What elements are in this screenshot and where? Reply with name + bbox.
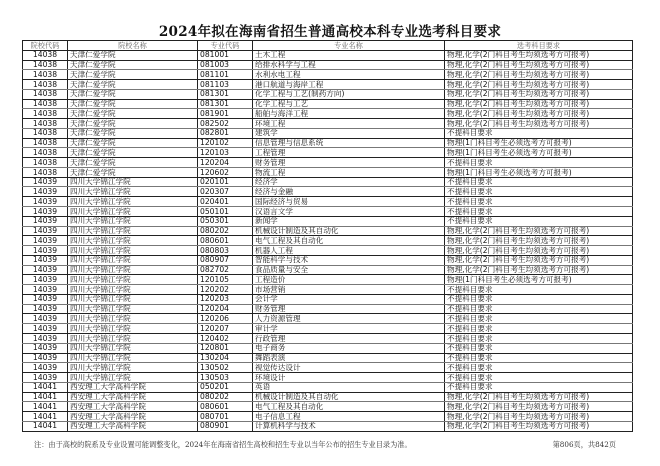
cell-school-name: 四川大学锦江学院 [68, 216, 198, 226]
table-row [23, 421, 633, 431]
cell-major-code: 120402 [198, 333, 253, 343]
cell-subject-requirement: 物理,化学(2门科目考生均须选考方可报考) [445, 402, 633, 412]
cell-subject-requirement: 物理,化学(2门科目考生均须选考方可报考) [445, 70, 633, 80]
cell-major-name: 英语 [253, 382, 445, 392]
cell-major-name: 电子信息工程 [253, 412, 445, 422]
cell-major-name: 船舶与海洋工程 [253, 109, 445, 119]
table-row [23, 148, 633, 158]
cell-subject-requirement: 不提科目要求 [445, 187, 633, 197]
cell-school-name: 天津仁爱学院 [68, 89, 198, 99]
table-row [23, 294, 633, 304]
table-row [23, 99, 633, 109]
table-row [23, 353, 633, 363]
cell-school-name: 四川大学锦江学院 [68, 353, 198, 363]
cell-major-code: 082702 [198, 265, 253, 275]
table-row [23, 382, 633, 392]
header-school-code: 院校代码 [23, 41, 68, 51]
cell-major-name: 汉语言文学 [253, 207, 445, 217]
cell-major-code: 081301 [198, 89, 253, 99]
cell-subject-requirement: 物理,化学(2门科目考生均须选考方可报考) [445, 226, 633, 236]
cell-subject-requirement: 物理,化学(2门科目考生均须选考方可报考) [445, 392, 633, 402]
cell-school-code: 14039 [23, 333, 68, 343]
table-row [23, 324, 633, 334]
cell-major-name: 水利水电工程 [253, 70, 445, 80]
cell-major-code: 080701 [198, 412, 253, 422]
cell-school-code: 14041 [23, 402, 68, 412]
cell-subject-requirement: 不提科目要求 [445, 158, 633, 168]
table-row [23, 333, 633, 343]
cell-school-name: 四川大学锦江学院 [68, 294, 198, 304]
cell-major-code: 050201 [198, 382, 253, 392]
table-row [23, 236, 633, 246]
cell-school-code: 14038 [23, 70, 68, 80]
cell-subject-requirement: 物理,化学(2门科目考生均须选考方可报考) [445, 119, 633, 129]
table-row [23, 109, 633, 119]
table-header-row [23, 41, 633, 51]
cell-major-name: 财务管理 [253, 158, 445, 168]
cell-major-name: 财务管理 [253, 304, 445, 314]
cell-major-code: 020307 [198, 187, 253, 197]
cell-major-name: 环境设计 [253, 373, 445, 383]
table-body [23, 50, 633, 431]
cell-major-name: 智能科学与技术 [253, 255, 445, 265]
cell-subject-requirement: 物理,化学(2门科目考生均须选考方可报考) [445, 421, 633, 431]
cell-major-code: 120203 [198, 294, 253, 304]
table-row [23, 207, 633, 217]
cell-major-code: 120206 [198, 314, 253, 324]
cell-major-code: 082502 [198, 119, 253, 129]
cell-subject-requirement: 不提科目要求 [445, 216, 633, 226]
cell-subject-requirement: 物理,化学(2门科目考生均须选考方可报考) [445, 50, 633, 60]
cell-school-code: 14039 [23, 373, 68, 383]
cell-subject-requirement: 物理(1门科目考生必须选考方可报考) [445, 275, 633, 285]
table-row [23, 343, 633, 353]
table-row [23, 119, 633, 129]
cell-major-code: 120202 [198, 285, 253, 295]
cell-subject-requirement: 不提科目要求 [445, 314, 633, 324]
table-row [23, 70, 633, 80]
table-row [23, 392, 633, 402]
cell-major-code: 081103 [198, 80, 253, 90]
cell-school-name: 四川大学锦江学院 [68, 304, 198, 314]
footer-note: 注：由于高校的院系及专业设置可能调整变化，2024年在海南省招生高校和招生专业以当年公布的招生专业目录为准。 [34, 440, 412, 449]
cell-major-name: 机器人工程 [253, 246, 445, 256]
cell-school-code: 14038 [23, 99, 68, 109]
header-major-code: 专业代码 [198, 41, 253, 51]
cell-school-code: 14038 [23, 138, 68, 148]
cell-school-code: 14038 [23, 109, 68, 119]
cell-major-name: 审计学 [253, 324, 445, 334]
cell-major-name: 视觉传达设计 [253, 363, 445, 373]
cell-school-name: 西安理工大学高科学院 [68, 402, 198, 412]
cell-subject-requirement: 不提科目要求 [445, 128, 633, 138]
cell-subject-requirement: 物理,化学(2门科目考生均须选考方可报考) [445, 109, 633, 119]
cell-school-code: 14039 [23, 177, 68, 187]
cell-subject-requirement: 物理,化学(2门科目考生均须选考方可报考) [445, 89, 633, 99]
cell-major-name: 港口航道与海岸工程 [253, 80, 445, 90]
table-row [23, 187, 633, 197]
cell-subject-requirement: 不提科目要求 [445, 333, 633, 343]
cell-major-code: 050301 [198, 216, 253, 226]
cell-major-name: 电气工程及其自动化 [253, 236, 445, 246]
cell-school-code: 14039 [23, 294, 68, 304]
cell-school-name: 西安理工大学高科学院 [68, 421, 198, 431]
cell-major-code: 120602 [198, 167, 253, 177]
cell-subject-requirement: 物理,化学(2门科目考生均须选考方可报考) [445, 246, 633, 256]
table-row [23, 314, 633, 324]
table-row [23, 304, 633, 314]
cell-subject-requirement: 物理,化学(2门科目考生均须选考方可报考) [445, 236, 633, 246]
cell-subject-requirement: 不提科目要求 [445, 285, 633, 295]
cell-school-code: 14038 [23, 60, 68, 70]
table-row [23, 167, 633, 177]
cell-school-name: 四川大学锦江学院 [68, 275, 198, 285]
cell-school-name: 四川大学锦江学院 [68, 246, 198, 256]
cell-major-code: 130502 [198, 363, 253, 373]
cell-school-name: 四川大学锦江学院 [68, 343, 198, 353]
cell-school-name: 四川大学锦江学院 [68, 207, 198, 217]
cell-major-name: 电气工程及其自动化 [253, 402, 445, 412]
cell-school-code: 14039 [23, 265, 68, 275]
cell-school-code: 14039 [23, 255, 68, 265]
cell-school-code: 14038 [23, 167, 68, 177]
cell-major-code: 020401 [198, 197, 253, 207]
cell-major-code: 120801 [198, 343, 253, 353]
cell-major-code: 080901 [198, 421, 253, 431]
cell-major-name: 会计学 [253, 294, 445, 304]
cell-school-code: 14041 [23, 382, 68, 392]
header-school-name: 院校名称 [68, 41, 198, 51]
cell-school-code: 14038 [23, 158, 68, 168]
cell-major-name: 电子商务 [253, 343, 445, 353]
table-row [23, 275, 633, 285]
cell-major-name: 给排水科学与工程 [253, 60, 445, 70]
cell-school-code: 14038 [23, 50, 68, 60]
cell-school-code: 14039 [23, 324, 68, 334]
cell-subject-requirement: 不提科目要求 [445, 324, 633, 334]
cell-major-name: 经济与金融 [253, 187, 445, 197]
cell-major-name: 工程造价 [253, 275, 445, 285]
cell-major-name: 食品质量与安全 [253, 265, 445, 275]
cell-subject-requirement: 不提科目要求 [445, 353, 633, 363]
cell-major-name: 土木工程 [253, 50, 445, 60]
cell-school-name: 天津仁爱学院 [68, 80, 198, 90]
cell-school-name: 天津仁爱学院 [68, 167, 198, 177]
cell-major-name: 信息管理与信息系统 [253, 138, 445, 148]
cell-school-name: 天津仁爱学院 [68, 50, 198, 60]
cell-major-code: 080601 [198, 402, 253, 412]
cell-subject-requirement: 不提科目要求 [445, 363, 633, 373]
cell-major-code: 130204 [198, 353, 253, 363]
table-row [23, 285, 633, 295]
cell-school-name: 四川大学锦江学院 [68, 265, 198, 275]
cell-school-name: 四川大学锦江学院 [68, 197, 198, 207]
cell-school-code: 14038 [23, 128, 68, 138]
cell-school-code: 14038 [23, 80, 68, 90]
cell-major-code: 081301 [198, 99, 253, 109]
cell-school-code: 14039 [23, 353, 68, 363]
cell-subject-requirement: 不提科目要求 [445, 382, 633, 392]
cell-school-code: 14039 [23, 236, 68, 246]
page-number: 第806页，共842页 [552, 440, 616, 449]
cell-major-code: 080803 [198, 246, 253, 256]
cell-major-code: 120102 [198, 138, 253, 148]
cell-subject-requirement: 不提科目要求 [445, 373, 633, 383]
cell-major-name: 经济学 [253, 177, 445, 187]
cell-school-code: 14039 [23, 275, 68, 285]
cell-school-code: 14039 [23, 187, 68, 197]
table-row [23, 197, 633, 207]
cell-subject-requirement: 不提科目要求 [445, 207, 633, 217]
cell-school-name: 四川大学锦江学院 [68, 314, 198, 324]
table-row [23, 216, 633, 226]
cell-major-name: 人力资源管理 [253, 314, 445, 324]
cell-subject-requirement: 物理,化学(2门科目考生均须选考方可报考) [445, 99, 633, 109]
cell-major-code: 082801 [198, 128, 253, 138]
cell-school-code: 14039 [23, 226, 68, 236]
table-row [23, 373, 633, 383]
cell-subject-requirement: 物理,化学(2门科目考生均须选考方可报考) [445, 255, 633, 265]
table-row [23, 128, 633, 138]
cell-major-name: 国际经济与贸易 [253, 197, 445, 207]
cell-school-name: 西安理工大学高科学院 [68, 412, 198, 422]
table-row [23, 265, 633, 275]
cell-major-name: 化学工程与工艺 [253, 99, 445, 109]
cell-subject-requirement: 物理,化学(2门科目考生均须选考方可报考) [445, 60, 633, 70]
cell-school-name: 四川大学锦江学院 [68, 226, 198, 236]
header-major-name: 专业名称 [253, 41, 445, 51]
table-row [23, 412, 633, 422]
cell-subject-requirement: 不提科目要求 [445, 343, 633, 353]
cell-major-code: 081101 [198, 70, 253, 80]
cell-school-name: 天津仁爱学院 [68, 99, 198, 109]
cell-school-name: 四川大学锦江学院 [68, 363, 198, 373]
cell-subject-requirement: 物理,化学(2门科目考生均须选考方可报考) [445, 412, 633, 422]
table-row [23, 255, 633, 265]
cell-major-code: 130503 [198, 373, 253, 383]
table-row [23, 363, 633, 373]
cell-school-code: 14038 [23, 148, 68, 158]
cell-school-name: 天津仁爱学院 [68, 128, 198, 138]
cell-school-code: 14041 [23, 421, 68, 431]
cell-major-name: 机械设计制造及其自动化 [253, 392, 445, 402]
cell-school-name: 天津仁爱学院 [68, 60, 198, 70]
table-row [23, 89, 633, 99]
cell-major-code: 120204 [198, 158, 253, 168]
cell-school-code: 14039 [23, 197, 68, 207]
cell-school-code: 14039 [23, 343, 68, 353]
cell-major-name: 机械设计制造及其自动化 [253, 226, 445, 236]
cell-major-name: 化学工程与工艺(制药方向) [253, 89, 445, 99]
cell-school-name: 四川大学锦江学院 [68, 177, 198, 187]
cell-major-code: 081001 [198, 50, 253, 60]
cell-school-name: 四川大学锦江学院 [68, 285, 198, 295]
cell-subject-requirement: 不提科目要求 [445, 197, 633, 207]
cell-subject-requirement: 不提科目要求 [445, 304, 633, 314]
cell-major-code: 120103 [198, 148, 253, 158]
cell-major-name: 市场营销 [253, 285, 445, 295]
cell-major-code: 050101 [198, 207, 253, 217]
cell-major-name: 工程管理 [253, 148, 445, 158]
cell-major-name: 新闻学 [253, 216, 445, 226]
table-row [23, 246, 633, 256]
cell-major-name: 计算机科学与技术 [253, 421, 445, 431]
cell-major-code: 120204 [198, 304, 253, 314]
cell-school-name: 四川大学锦江学院 [68, 236, 198, 246]
table-row [23, 138, 633, 148]
cell-subject-requirement: 物理,化学(2门科目考生均须选考方可报考) [445, 80, 633, 90]
cell-major-code: 081003 [198, 60, 253, 70]
cell-school-code: 14041 [23, 392, 68, 402]
table-row [23, 50, 633, 60]
cell-school-code: 14039 [23, 216, 68, 226]
cell-school-name: 天津仁爱学院 [68, 158, 198, 168]
cell-major-code: 080202 [198, 392, 253, 402]
cell-major-name: 物流工程 [253, 167, 445, 177]
table-row [23, 80, 633, 90]
table-row [23, 177, 633, 187]
cell-major-name: 环境工程 [253, 119, 445, 129]
table-row [23, 158, 633, 168]
cell-school-name: 天津仁爱学院 [68, 109, 198, 119]
cell-school-code: 14039 [23, 285, 68, 295]
cell-major-code: 080907 [198, 255, 253, 265]
cell-major-name: 行政管理 [253, 333, 445, 343]
cell-school-code: 14039 [23, 363, 68, 373]
cell-school-code: 14039 [23, 314, 68, 324]
page-title: 2024年拟在海南省招生普通高校本科专业选考科目要求 [158, 24, 502, 40]
cell-major-code: 020101 [198, 177, 253, 187]
header-subject-requirement: 选考科目要求 [445, 41, 633, 51]
cell-school-code: 14038 [23, 119, 68, 129]
cell-major-code: 080202 [198, 226, 253, 236]
cell-school-name: 天津仁爱学院 [68, 119, 198, 129]
cell-school-name: 西安理工大学高科学院 [68, 392, 198, 402]
cell-subject-requirement: 物理(1门科目考生必须选考方可报考) [445, 148, 633, 158]
cell-major-name: 建筑学 [253, 128, 445, 138]
cell-subject-requirement: 物理,化学(2门科目考生均须选考方可报考) [445, 265, 633, 275]
cell-school-code: 14039 [23, 304, 68, 314]
cell-school-code: 14039 [23, 207, 68, 217]
cell-school-name: 天津仁爱学院 [68, 138, 198, 148]
requirements-table [22, 40, 633, 432]
table-row [23, 226, 633, 236]
cell-school-name: 四川大学锦江学院 [68, 333, 198, 343]
table-row [23, 60, 633, 70]
cell-school-name: 四川大学锦江学院 [68, 373, 198, 383]
cell-subject-requirement: 不提科目要求 [445, 294, 633, 304]
cell-school-code: 14038 [23, 89, 68, 99]
cell-subject-requirement: 物理(1门科目考生必须选考方可报考) [445, 138, 633, 148]
cell-subject-requirement: 不提科目要求 [445, 177, 633, 187]
cell-school-name: 西安理工大学高科学院 [68, 382, 198, 392]
cell-school-name: 天津仁爱学院 [68, 70, 198, 80]
cell-subject-requirement: 物理(1门科目考生必须选考方可报考) [445, 167, 633, 177]
cell-school-name: 四川大学锦江学院 [68, 187, 198, 197]
cell-major-name: 舞蹈表演 [253, 353, 445, 363]
cell-major-code: 081901 [198, 109, 253, 119]
cell-school-code: 14041 [23, 412, 68, 422]
cell-major-code: 080601 [198, 236, 253, 246]
cell-major-code: 120207 [198, 324, 253, 334]
cell-school-code: 14039 [23, 246, 68, 256]
cell-major-code: 120105 [198, 275, 253, 285]
cell-school-name: 四川大学锦江学院 [68, 324, 198, 334]
cell-school-name: 天津仁爱学院 [68, 148, 198, 158]
cell-school-name: 四川大学锦江学院 [68, 255, 198, 265]
table-row [23, 402, 633, 412]
